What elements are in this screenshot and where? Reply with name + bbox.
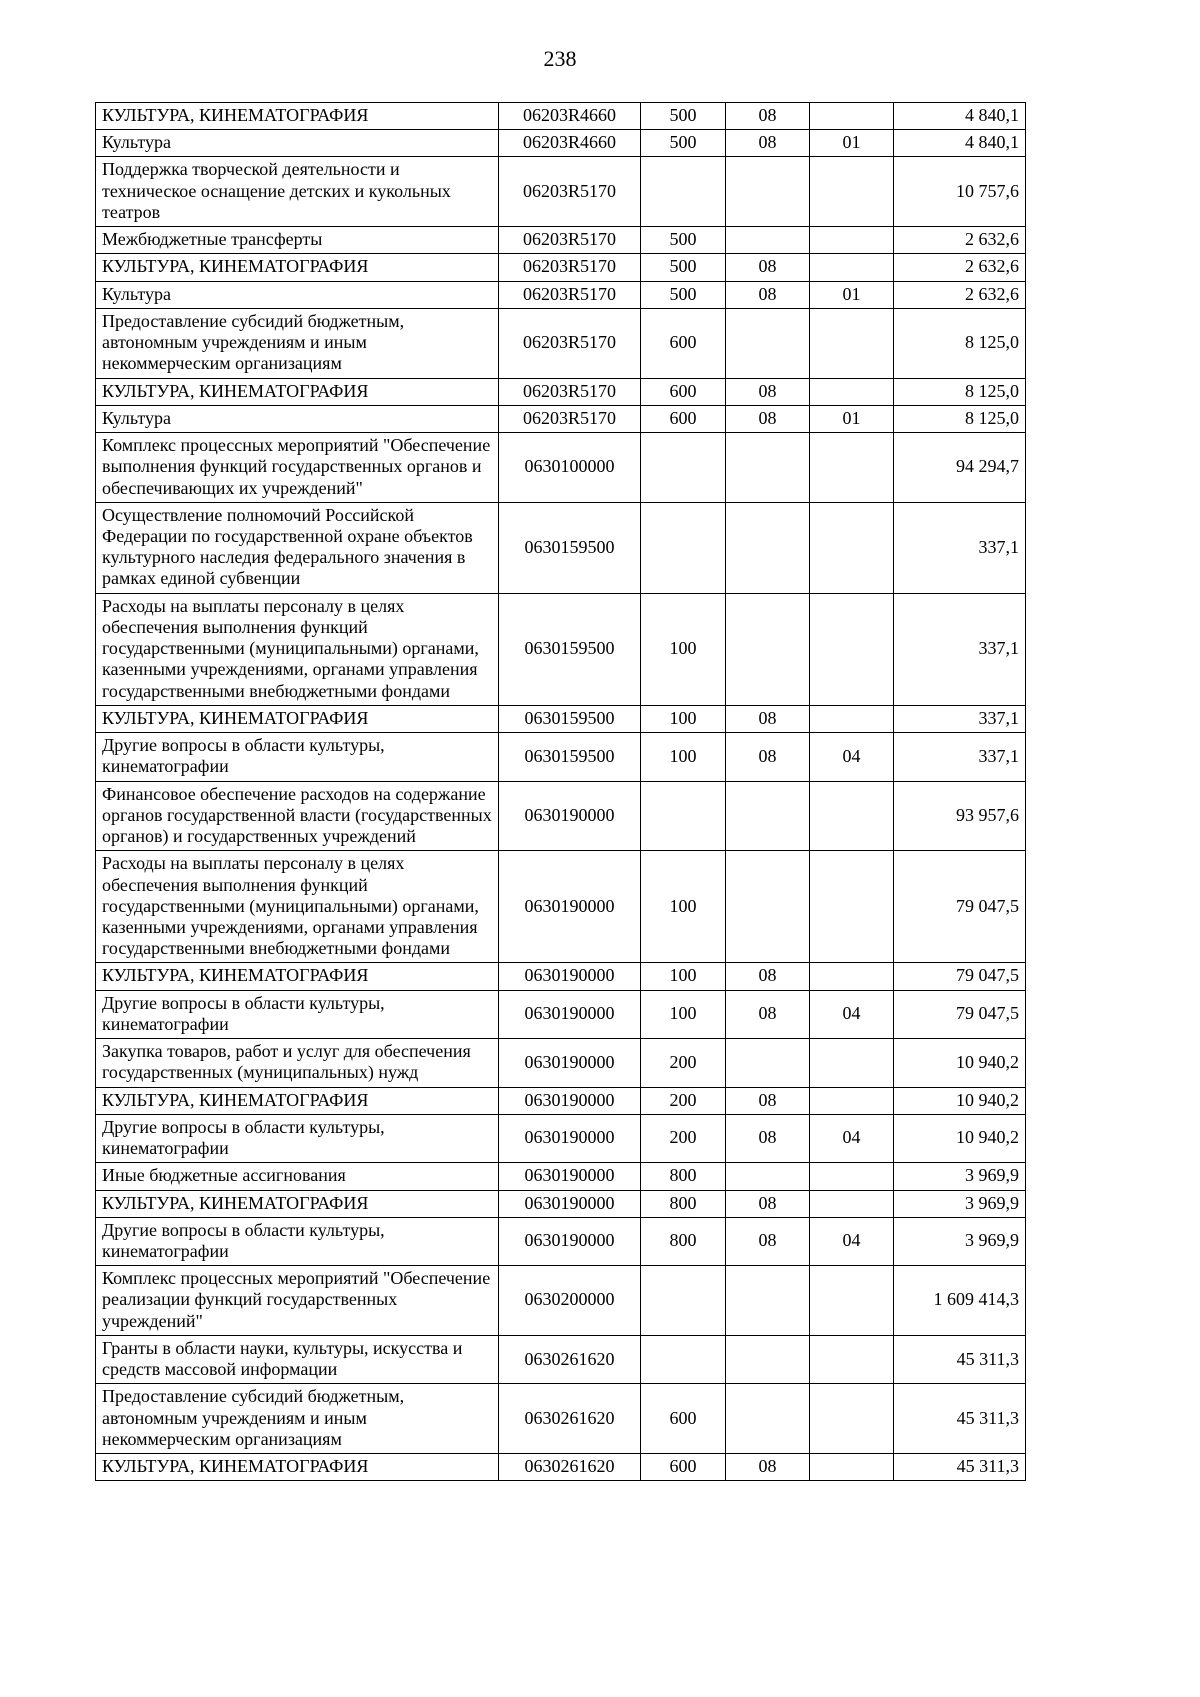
cell-expense-type [641, 1266, 726, 1336]
cell-name: Предоставление субсидий бюджетным, автономным учреждениям и иным некоммерческим организациям [96, 1384, 499, 1454]
cell-code: 06203R5170 [499, 378, 641, 405]
cell-subsection [810, 593, 894, 705]
cell-expense-type: 200 [641, 1114, 726, 1162]
cell-section [726, 593, 810, 705]
cell-name: Комплекс процессных мероприятий "Обеспечение выполнения функций государственных органов и обеспечивающих их учреждений" [96, 433, 499, 503]
table-row [96, 308, 1026, 378]
cell-section [726, 1039, 810, 1087]
cell-code: 06203R4660 [499, 130, 641, 157]
cell-subsection: 04 [810, 1217, 894, 1265]
cell-code: 0630261620 [499, 1454, 641, 1481]
cell-expense-type: 500 [641, 130, 726, 157]
cell-expense-type: 100 [641, 990, 726, 1038]
cell-subsection: 04 [810, 990, 894, 1038]
cell-expense-type: 500 [641, 281, 726, 308]
cell-name: Поддержка творческой деятельности и техническое оснащение детских и кукольных театров [96, 157, 499, 227]
cell-section [726, 1335, 810, 1383]
cell-amount: 45 311,3 [894, 1454, 1026, 1481]
cell-expense-type: 200 [641, 1087, 726, 1114]
table-row [96, 733, 1026, 781]
cell-code: 0630190000 [499, 1163, 641, 1190]
table-row [96, 281, 1026, 308]
cell-subsection [810, 1384, 894, 1454]
cell-name: КУЛЬТУРА, КИНЕМАТОГРАФИЯ [96, 378, 499, 405]
cell-section: 08 [726, 281, 810, 308]
cell-expense-type: 200 [641, 1039, 726, 1087]
cell-subsection [810, 254, 894, 281]
cell-section: 08 [726, 1190, 810, 1217]
cell-amount: 337,1 [894, 705, 1026, 732]
table-row [96, 1114, 1026, 1162]
cell-subsection [810, 502, 894, 593]
cell-subsection [810, 851, 894, 963]
table-row [96, 1384, 1026, 1454]
cell-amount: 79 047,5 [894, 990, 1026, 1038]
cell-amount: 10 757,6 [894, 157, 1026, 227]
cell-subsection: 01 [810, 130, 894, 157]
table-row [96, 1335, 1026, 1383]
cell-code: 06203R5170 [499, 254, 641, 281]
cell-name: Другие вопросы в области культуры, кинематографии [96, 733, 499, 781]
cell-amount: 93 957,6 [894, 781, 1026, 851]
cell-code: 06203R5170 [499, 227, 641, 254]
page-number: 238 [543, 46, 577, 71]
cell-section [726, 851, 810, 963]
cell-section: 08 [726, 705, 810, 732]
cell-expense-type: 600 [641, 1384, 726, 1454]
cell-subsection [810, 705, 894, 732]
cell-amount: 10 940,2 [894, 1039, 1026, 1087]
cell-code: 0630190000 [499, 1039, 641, 1087]
cell-section [726, 502, 810, 593]
cell-section: 08 [726, 378, 810, 405]
cell-section [726, 1266, 810, 1336]
table-row [96, 1039, 1026, 1087]
table-row [96, 1266, 1026, 1336]
table-row [96, 378, 1026, 405]
table-row [96, 781, 1026, 851]
cell-name: Предоставление субсидий бюджетным, автономным учреждениям и иным некоммерческим организациям [96, 308, 499, 378]
cell-section: 08 [726, 1114, 810, 1162]
cell-expense-type: 500 [641, 227, 726, 254]
cell-amount: 8 125,0 [894, 378, 1026, 405]
cell-expense-type [641, 502, 726, 593]
cell-amount: 3 969,9 [894, 1163, 1026, 1190]
cell-amount: 10 940,2 [894, 1114, 1026, 1162]
table-row [96, 963, 1026, 990]
cell-subsection [810, 963, 894, 990]
cell-amount: 2 632,6 [894, 281, 1026, 308]
cell-section [726, 1163, 810, 1190]
table-row [96, 433, 1026, 503]
cell-section: 08 [726, 990, 810, 1038]
cell-amount: 8 125,0 [894, 405, 1026, 432]
table-row [96, 1217, 1026, 1265]
cell-subsection [810, 1087, 894, 1114]
cell-name: Комплекс процессных мероприятий "Обеспечение реализации функций государственных учреждений" [96, 1266, 499, 1336]
table-row [96, 1163, 1026, 1190]
cell-amount: 45 311,3 [894, 1384, 1026, 1454]
cell-code: 0630190000 [499, 963, 641, 990]
cell-code: 0630190000 [499, 851, 641, 963]
cell-amount: 337,1 [894, 733, 1026, 781]
cell-subsection [810, 1163, 894, 1190]
cell-section [726, 157, 810, 227]
cell-section: 08 [726, 405, 810, 432]
cell-expense-type: 100 [641, 593, 726, 705]
cell-code: 0630100000 [499, 433, 641, 503]
cell-name: КУЛЬТУРА, КИНЕМАТОГРАФИЯ [96, 1087, 499, 1114]
cell-code: 0630159500 [499, 705, 641, 732]
cell-name: Культура [96, 281, 499, 308]
table-row [96, 405, 1026, 432]
cell-amount: 79 047,5 [894, 851, 1026, 963]
cell-expense-type: 600 [641, 1454, 726, 1481]
cell-section: 08 [726, 130, 810, 157]
table-row [96, 1087, 1026, 1114]
cell-amount: 79 047,5 [894, 963, 1026, 990]
table-row [96, 103, 1026, 130]
cell-code: 0630190000 [499, 1114, 641, 1162]
cell-expense-type [641, 433, 726, 503]
cell-name: Осуществление полномочий Российской Федерации по государственной охране объектов культурного наследия федерального значения в рамках единой субвенции [96, 502, 499, 593]
cell-subsection [810, 1039, 894, 1087]
budget-table-body [96, 103, 1026, 1481]
cell-amount: 8 125,0 [894, 308, 1026, 378]
cell-section [726, 781, 810, 851]
cell-code: 0630200000 [499, 1266, 641, 1336]
cell-name: Другие вопросы в области культуры, кинематографии [96, 1114, 499, 1162]
cell-subsection [810, 781, 894, 851]
cell-amount: 94 294,7 [894, 433, 1026, 503]
table-row [96, 502, 1026, 593]
cell-name: Другие вопросы в области культуры, кинематографии [96, 990, 499, 1038]
cell-amount: 337,1 [894, 502, 1026, 593]
cell-code: 0630261620 [499, 1384, 641, 1454]
cell-amount: 2 632,6 [894, 227, 1026, 254]
cell-section [726, 433, 810, 503]
table-row [96, 1190, 1026, 1217]
cell-expense-type [641, 157, 726, 227]
cell-code: 06203R5170 [499, 281, 641, 308]
cell-section [726, 227, 810, 254]
cell-amount: 10 940,2 [894, 1087, 1026, 1114]
table-row [96, 130, 1026, 157]
cell-expense-type: 100 [641, 851, 726, 963]
cell-subsection: 01 [810, 405, 894, 432]
cell-expense-type: 800 [641, 1163, 726, 1190]
cell-code: 06203R5170 [499, 308, 641, 378]
cell-amount: 337,1 [894, 593, 1026, 705]
cell-name: Закупка товаров, работ и услуг для обеспечения государственных (муниципальных) нужд [96, 1039, 499, 1087]
cell-section: 08 [726, 254, 810, 281]
cell-code: 0630159500 [499, 502, 641, 593]
cell-code: 0630190000 [499, 990, 641, 1038]
cell-name: КУЛЬТУРА, КИНЕМАТОГРАФИЯ [96, 103, 499, 130]
table-row [96, 254, 1026, 281]
cell-subsection [810, 1335, 894, 1383]
cell-code: 06203R4660 [499, 103, 641, 130]
cell-name: Межбюджетные трансферты [96, 227, 499, 254]
cell-section [726, 308, 810, 378]
cell-expense-type [641, 781, 726, 851]
cell-code: 0630159500 [499, 593, 641, 705]
cell-section: 08 [726, 1087, 810, 1114]
cell-name: КУЛЬТУРА, КИНЕМАТОГРАФИЯ [96, 705, 499, 732]
cell-expense-type: 600 [641, 405, 726, 432]
cell-code: 0630190000 [499, 1217, 641, 1265]
cell-name: КУЛЬТУРА, КИНЕМАТОГРАФИЯ [96, 1454, 499, 1481]
cell-subsection [810, 103, 894, 130]
cell-code: 0630261620 [499, 1335, 641, 1383]
cell-expense-type [641, 1335, 726, 1383]
cell-name: Расходы на выплаты персоналу в целях обеспечения выполнения функций государственными (муниципальными) органами, казенными учреждениями, органами управления государственными внебюджетными фондами [96, 851, 499, 963]
cell-amount: 4 840,1 [894, 130, 1026, 157]
cell-section: 08 [726, 1217, 810, 1265]
cell-code: 06203R5170 [499, 157, 641, 227]
cell-subsection [810, 1454, 894, 1481]
cell-expense-type: 500 [641, 254, 726, 281]
table-row [96, 1454, 1026, 1481]
cell-subsection [810, 308, 894, 378]
cell-name: КУЛЬТУРА, КИНЕМАТОГРАФИЯ [96, 963, 499, 990]
cell-name: Иные бюджетные ассигнования [96, 1163, 499, 1190]
cell-code: 0630190000 [499, 1087, 641, 1114]
cell-expense-type: 600 [641, 378, 726, 405]
cell-section [726, 1384, 810, 1454]
cell-amount: 4 840,1 [894, 103, 1026, 130]
cell-expense-type: 100 [641, 963, 726, 990]
cell-subsection [810, 433, 894, 503]
cell-expense-type: 500 [641, 103, 726, 130]
cell-name: Гранты в области науки, культуры, искусства и средств массовой информации [96, 1335, 499, 1383]
table-row [96, 990, 1026, 1038]
cell-subsection [810, 1190, 894, 1217]
cell-amount: 3 969,9 [894, 1190, 1026, 1217]
table-row [96, 227, 1026, 254]
cell-subsection: 04 [810, 1114, 894, 1162]
cell-subsection [810, 378, 894, 405]
cell-subsection [810, 227, 894, 254]
table-row [96, 593, 1026, 705]
cell-name: КУЛЬТУРА, КИНЕМАТОГРАФИЯ [96, 254, 499, 281]
cell-amount: 3 969,9 [894, 1217, 1026, 1265]
cell-code: 0630190000 [499, 781, 641, 851]
cell-name: Культура [96, 130, 499, 157]
cell-section: 08 [726, 963, 810, 990]
cell-amount: 1 609 414,3 [894, 1266, 1026, 1336]
cell-code: 0630159500 [499, 733, 641, 781]
cell-name: Финансовое обеспечение расходов на содержание органов государственной власти (государственных органов) и государственных учреждений [96, 781, 499, 851]
cell-expense-type: 100 [641, 705, 726, 732]
cell-name: Культура [96, 405, 499, 432]
cell-expense-type: 800 [641, 1190, 726, 1217]
cell-expense-type: 100 [641, 733, 726, 781]
cell-expense-type: 600 [641, 308, 726, 378]
cell-subsection: 04 [810, 733, 894, 781]
cell-subsection [810, 157, 894, 227]
table-row [96, 157, 1026, 227]
table-row [96, 705, 1026, 732]
cell-code: 06203R5170 [499, 405, 641, 432]
cell-code: 0630190000 [499, 1190, 641, 1217]
cell-expense-type: 800 [641, 1217, 726, 1265]
cell-section: 08 [726, 733, 810, 781]
cell-name: Расходы на выплаты персоналу в целях обеспечения выполнения функций государственными (муниципальными) органами, казенными учреждениями, органами управления государственными внебюджетными фондами [96, 593, 499, 705]
cell-name: Другие вопросы в области культуры, кинематографии [96, 1217, 499, 1265]
table-row [96, 851, 1026, 963]
cell-subsection: 01 [810, 281, 894, 308]
cell-name: КУЛЬТУРА, КИНЕМАТОГРАФИЯ [96, 1190, 499, 1217]
cell-subsection [810, 1266, 894, 1336]
cell-amount: 2 632,6 [894, 254, 1026, 281]
cell-section: 08 [726, 1454, 810, 1481]
budget-table [95, 102, 1026, 1481]
cell-section: 08 [726, 103, 810, 130]
cell-amount: 45 311,3 [894, 1335, 1026, 1383]
